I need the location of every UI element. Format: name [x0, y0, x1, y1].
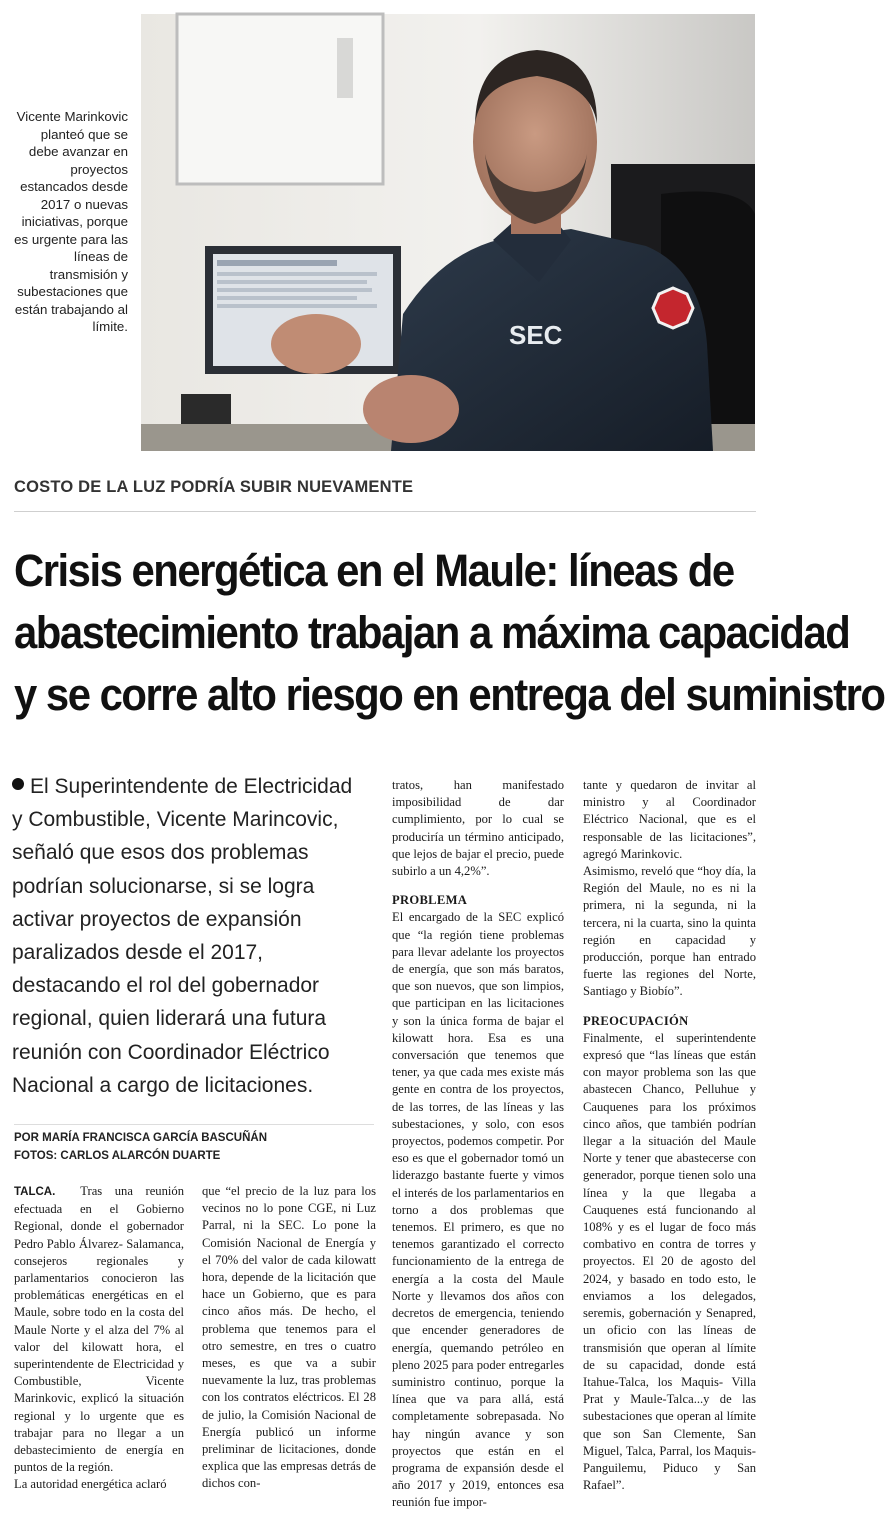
- body-paragraph: Asimismo, reveló que “hoy día, la Región del Maule, no es ni la primera, ni la segunda, ni la tercera, ni la cuarta, sino la quinta región en capacidad y producción, porque han entrado fuerte las regiones del Norte, Santiago y Biobío”.: [583, 864, 756, 999]
- body-column-2: [202, 1183, 376, 1493]
- body-paragraph: TALCA. Tras una reunión efectuada en el Gobierno Regional, donde el gobernador Pedro Pablo Álvarez- Salamanca, consejeros regionales y parlamentarios conocieron las problemáticas energéticas en el Maule, sobre todo en la costa del Maule Norte y el alza del 7% al valor del kilowatt hora, el superintendente de Electricidad y Combustible, Vicente Marinkovic, explicó la situación regional y lo urgente que es trabajar para no llegar a un debastecimiento de energía en puntos de la región.: [14, 1184, 184, 1475]
- body-paragraph: que “el precio de la luz para los vecinos no lo pone CGE, ni Luz Parral, ni la SEC. Lo pone la Comisión Nacional de Energía y el 70% del valor de cada kilowatt hora, depende de la licitación que hace un Gobierno, que es para cinco años más. De hecho, el problema que tenemos para el otro semestre, en tres o cuatro meses, es que va a subir nuevamente la luz, tras problemas con los contratos eléctricos. El 28 de julio, la Comisión Nacional de Energía publicó un informe preliminar de licitaciones, donde explica que las empresas detrás de dichos con-: [202, 1184, 376, 1491]
- headline: [14, 540, 885, 726]
- bullet-icon: [12, 778, 24, 790]
- body-column-4: [583, 777, 756, 1494]
- body-paragraph: Finalmente, el superintendente expresó que “las líneas que están con mayor problema son las que abastecen Chanco, Pelluhue y Cauquenes para los próximos cinco años, que también podrían llegar a la situación del Maule Norte y tener que abastecerse con generador, porque tienen solo una línea y la que llegaba a Cauquenes está funcionando al 108% y es el lugar de foco más combativo en contra de torres y proyectos. El 20 de agosto del 2024, y basado en todo esto, le enviamos a los delegados, seremis, gobernación y Senapred, un oficio con las líneas de transmisión que operan al límite de su capacidad, donde está Itahue-Talca, los Maquis- Villa Prat y Maule-Talca...y de las subestaciones que operan al límite que son San Clemente, San Miguel, Talca, Parral, los Maquis- Panguilemu, Piduco y San Rafael”.: [583, 1030, 756, 1493]
- headline-line-1: Crisis energética en el Maule: líneas de: [14, 545, 734, 596]
- lead-paragraph: [12, 770, 364, 1102]
- subhead-preocupacion: PREOCUPACIÓN: [583, 1013, 689, 1028]
- subhead-problema: PROBLEMA: [392, 893, 468, 908]
- headline-line-2: abastecimiento trabajan a máxima capacidad: [14, 607, 850, 658]
- body-paragraph: El encargado de la SEC explicó que “la región tiene problemas para llevar adelante los proyectos de energía, que son más baratos, que son nuevos, que son limpios, que participan en las licitaciones y son la única forma de bajar el kilowatt hora. Esa es una conversación que tenemos que tener, ya que cada mes existe más gente en contra de los proyectos, de las torres, de las líneas y las subestaciones, y solo, con esos proyectos, podemos competir. Por eso es que el gobernador tomó un liderazgo bastante fuerte y vimos el interés de los parlamentarios en torno a dos problemas que tenemos. El primero, es que no tenemos garantizado el correcto funcionamiento de la entrega de energía a la costa del Maule Norte y llevamos dos años con decretos de emergencia, teniendo que encender generadores de energía, quemando petróleo en pleno 2025 para poder entregarles suministro continuo, porque la línea que va para allá, está completamente sobrepasada. No hay ningún avance y son proyectos que están en el programa de expansión desde el año 2017 y 2019, entonces esa reunión fue impor-: [392, 910, 564, 1510]
- body-column-1: [14, 1183, 184, 1494]
- shirt-logo: SEC: [509, 320, 563, 350]
- article-photo: [141, 14, 755, 451]
- kicker: COSTO DE LA LUZ PODRÍA SUBIR NUEVAMENTE: [14, 478, 414, 496]
- author-credit: POR MARÍA FRANCISCA GARCÍA BASCUÑÁN: [14, 1132, 267, 1144]
- body-paragraph: tante y quedaron de invitar al ministro y al Coordinador Eléctrico Nacional, que es el responsable de las licitaciones”, agregó Marinkovic.: [583, 778, 756, 861]
- body-column-3: [392, 777, 564, 1512]
- dateline: TALCA.: [14, 1186, 56, 1198]
- body-paragraph: tratos, han manifestado imposibilidad de dar cumplimiento, por lo cual se produciría un término anticipado, que lejos de bajar el precio, puede subirlo a un 4,2%”.: [392, 778, 564, 879]
- byline: [14, 1130, 267, 1165]
- photo-illustration: [141, 14, 755, 451]
- lead-text: El Superintendente de Electricidad y Combustible, Vicente Marincovic, señaló que esos dos problemas podrían solucionarse, si se logra activar proyectos de expansión paralizados desde el 2017, destacando el rol del gobernador regional, quien liderará una futura reunión con Coordinador Eléctrico Nacional a cargo de licitaciones.: [12, 775, 353, 1097]
- body-paragraph: La autoridad energética aclaró: [14, 1477, 167, 1492]
- kicker-divider: [14, 511, 756, 512]
- photo-credit: FOTOS: CARLOS ALARCÓN DUARTE: [14, 1149, 221, 1162]
- byline-divider: [14, 1124, 374, 1125]
- photo-caption: Vicente Marinkovic planteó que se debe avanzar en proyectos estancados desde 2017 o nuevas iniciativas, porque es urgente para las líneas de transmisión y subestaciones que están trabajando al límite.: [14, 109, 128, 334]
- headline-line-3: y se corre alto riesgo en entrega del suministro: [14, 669, 885, 720]
